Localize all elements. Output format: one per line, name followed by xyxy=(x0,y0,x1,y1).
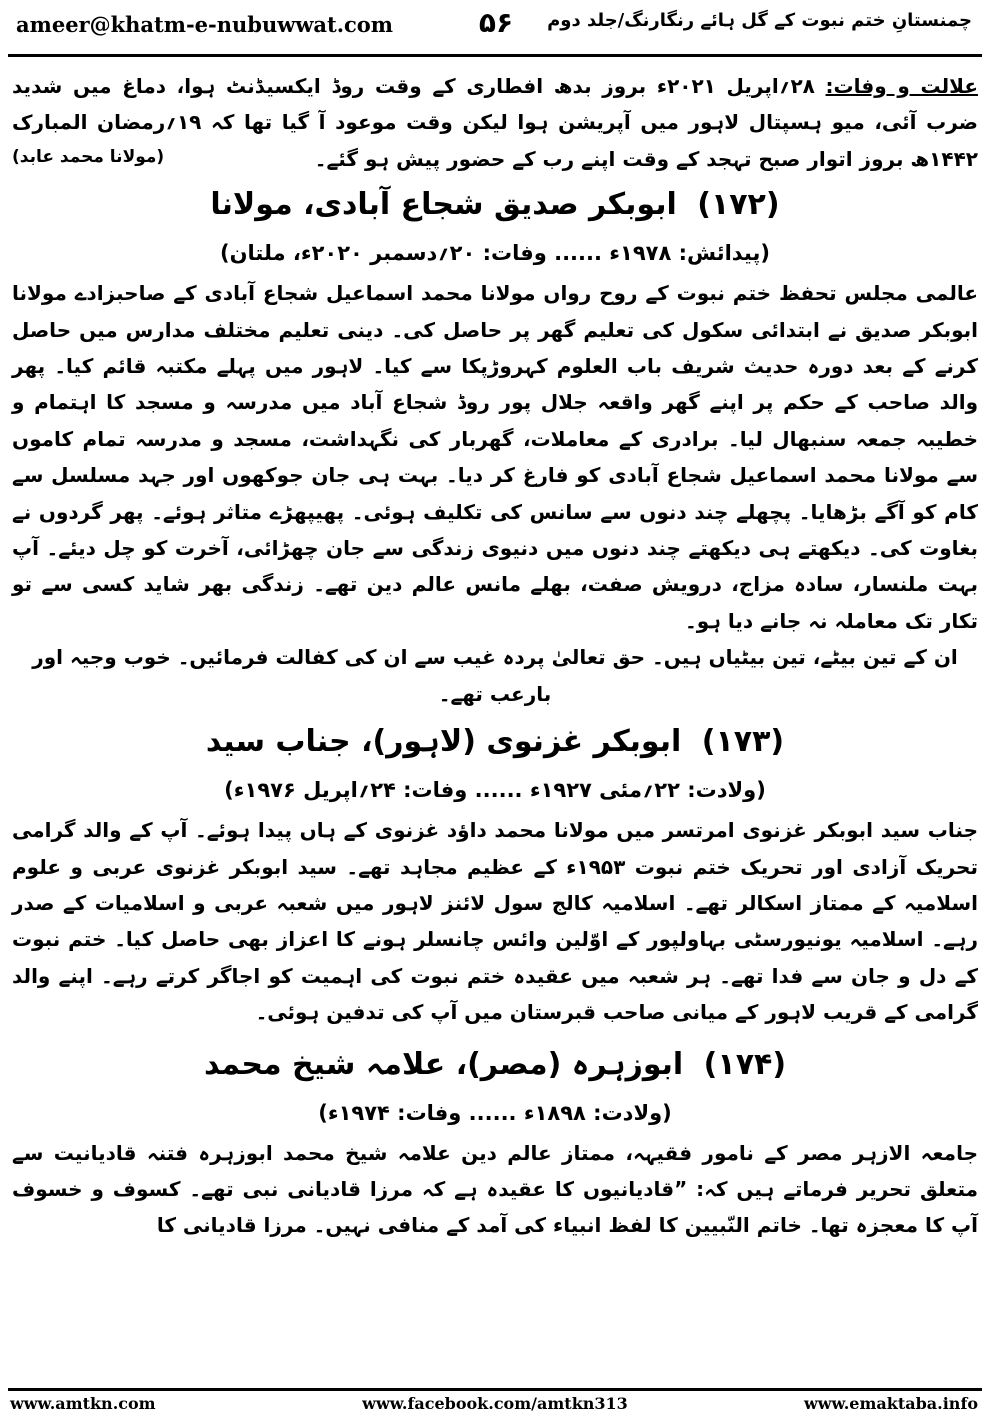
entry-number: (۱۷۲) xyxy=(697,187,780,223)
entry-heading xyxy=(12,181,978,229)
page-footer xyxy=(0,1390,990,1420)
footer-link-emaktaba[interactable]: www.emaktaba.info xyxy=(804,1394,978,1413)
entry-title: ابوزہرہ (مصر)، علامہ شیخ محمد xyxy=(203,1046,684,1082)
entry-dates: (ولادت: ۱۸۹۸ء ...... وفات: ۱۹۷۴ء) xyxy=(318,1100,672,1125)
entry-paragraph: جناب سید ابوبکر غزنوی امرتسر میں مولانا محمد داؤد غزنوی کے ہاں پیدا ہوئے۔ آپ کے والد گرامی تحریک آزادی اور تحریک ختم نبوت ۱۹۵۳ء کے عظیم مجاہد تھے۔ سید ابوبکر غزنوی عربی و علوم اسلامیہ کے ممتاز اسکالر تھے۔ اسلامیہ کالج سول لائنز لاہور میں شعبہ عربی و اسلامیات کے صدر رہے۔ اسلامیہ یونیورسٹی بہاولپور کے اوّلین وائس چانسلر ہونے کا اعزاز بھی حاصل کیا۔ ختم نبوت کے دل و جان سے فدا تھے۔ ہر شعبہ میں عقیدہ ختم نبوت کی اہمیت کو اجاگر کرتے رہے۔ اپنے والد گرامی کے قریب لاہور کے میانی صاحب قبرستان میں آپ کی تدفین ہوئی۔ xyxy=(12,818,978,1025)
entry-paragraph: ان کے تین بیٹے، تین بیٹیاں ہیں۔ حق تعالیٰ پردہ غیب سے ان کی کفالت فرمائیں۔ خوب وجیہ اور بارعب تھے۔ xyxy=(32,645,958,706)
entry-number: (۱۷۳) xyxy=(701,724,785,760)
page-body xyxy=(12,68,978,1380)
illness-death-label: علالت و وفات: xyxy=(825,74,978,98)
entry-paragraph: عالمی مجلس تحفظ ختم نبوت کے روح رواں مولانا محمد اسماعیل شجاع آبادی کے صاحبزادے مولانا ابوبکر صدیق نے ابتدائی سکول کی تعلیم گھر پر حاصل کی۔ دینی تعلیم مختلف مدارس میں حاصل کرنے کے بعد دورہ حدیث شریف باب العلوم کہروڑپکا سے کیا۔ لاہور میں پہلے مکتبہ قائم کیا۔ پھر والد صاحب کے حکم پر اپنے گھر واقعہ جلال پور روڈ شجاع آباد میں مدرسہ و مسجد کا اہتمام و خطیبہ جمعہ سنبھال لیا۔ برادری کے معاملات، گھربار کی نگہداشت، مسجد و مدرسہ تمام کاموں سے مولانا محمد اسماعیل شجاع آبادی کو فارغ کر دیا۔ بہت ہی جان جوکھوں اور جہد مسلسل سے کام کو آگے بڑھایا۔ پچھلے چند دنوں سے سانس کی تکلیف ہوئی۔ پھیپھڑے متاثر ہوئے۔ پھر گردوں نے بغاوت کی۔ دیکھتے ہی دیکھتے چند دنوں میں دنیوی زندگی سے جان چھڑائی، آخرت کو چل دیئے۔ آپ بہت ملنسار، سادہ مزاج، درویش صفت، بھلے مانس عالم دین تھے۔ زندگی بھر شاید کسی سے تو تکار تک معاملہ نہ جانے دیا ہو۔ xyxy=(12,281,979,633)
page-header xyxy=(0,0,990,56)
book-title: چمنستانِ ختم نبوت کے گل ہائے رنگارنگ/جلد دوم xyxy=(547,10,972,31)
page-number: ۵۶ xyxy=(478,6,514,39)
previous-entry-text: ۲۸؍اپریل ۲۰۲۱ء بروز بدھ افطاری کے وقت روڈ ایکسیڈنٹ ہوا، دماغ میں شدید ضرب آئی، میو ہسپتال لاہور میں آپریشن ہوا لیکن وقت موعود آ گیا تھا کہ ۱۹؍رمضان المبارک ۱۴۴۲ھ بروز اتوار صبح تہجد کے وقت اپنے رب کے حضور پیش ہو گئے۔ xyxy=(12,74,978,171)
footer-link-facebook[interactable]: www.facebook.com/amtkn313 xyxy=(362,1394,628,1413)
entry-heading xyxy=(12,1041,978,1089)
entry-title: ابوبکر صدیق شجاع آبادی، مولانا xyxy=(210,187,677,223)
header-email[interactable]: ameer@khatm-e-nubuwwat.com xyxy=(16,12,394,37)
entry-number: (۱۷۴) xyxy=(703,1046,787,1082)
footer-link-amtkn[interactable]: www.amtkn.com xyxy=(10,1394,156,1413)
entry-paragraph: جامعہ الازہر مصر کے نامور فقیہہ، ممتاز عالم دین علامہ شیخ محمد ابوزہرہ فتنہ قادیانیت سے متعلق تحریر فرماتے ہیں کہ: ”قادیانیوں کا عقیدہ ہے کہ مرزا قادیانی نبی تھے۔ کسوف و خسوف آپ کا معجزہ تھا۔ خاتم النّبیین کا لفظ انبیاء کی آمد کے منافی نہیں۔ مرزا قادیانی کا xyxy=(12,1140,978,1238)
entry-title: ابوبکر غزنوی (لاہور)، جناب سید xyxy=(205,724,682,760)
entry-heading xyxy=(12,718,978,766)
header-rule xyxy=(8,54,982,57)
entry-dates: (پیدائش: ۱۹۷۸ء ...... وفات: ۲۰؍دسمبر ۲۰۲۰ء، ملتان) xyxy=(220,241,770,266)
author-signature: (مولانا محمد عابد) xyxy=(12,147,165,168)
entry-dates: (ولادت: ۲۲؍مئی ۱۹۲۷ء ...... وفات: ۲۴؍اپریل ۱۹۷۶ء) xyxy=(224,778,766,803)
